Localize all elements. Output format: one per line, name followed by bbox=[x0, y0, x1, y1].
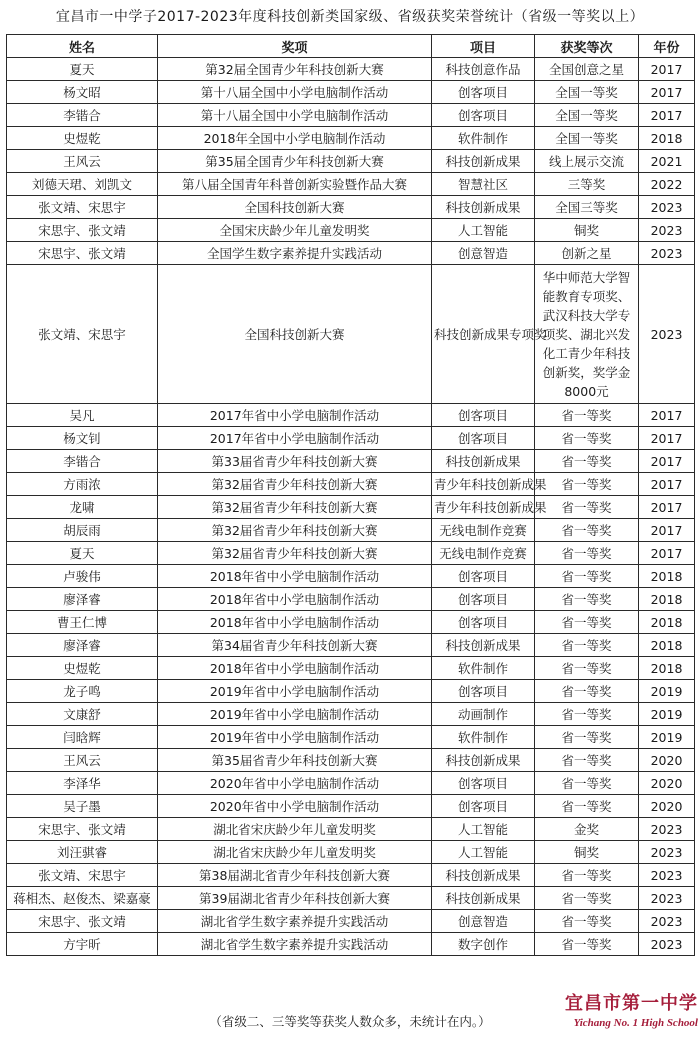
watermark-name-cn: 宜昌市第一中学 bbox=[565, 993, 698, 1014]
cell-award: 湖北省学生数字素养提升实践活动 bbox=[158, 933, 432, 956]
cell-grade: 全国三等奖 bbox=[535, 196, 639, 219]
cell-year: 2017 bbox=[639, 473, 695, 496]
table-row bbox=[7, 81, 695, 104]
cell-year: 2020 bbox=[639, 772, 695, 795]
cell-award: 2019年省中小学电脑制作活动 bbox=[158, 703, 432, 726]
cell-name: 卢骏伟 bbox=[7, 565, 158, 588]
cell-project: 创客项目 bbox=[432, 772, 535, 795]
cell-grade: 省一等奖 bbox=[535, 450, 639, 473]
cell-project: 创客项目 bbox=[432, 680, 535, 703]
cell-project: 人工智能 bbox=[432, 818, 535, 841]
cell-project: 创客项目 bbox=[432, 404, 535, 427]
cell-name: 龙啸 bbox=[7, 496, 158, 519]
cell-name: 张文靖、宋思宇 bbox=[7, 196, 158, 219]
cell-name: 龙子鸣 bbox=[7, 680, 158, 703]
header-award: 奖项 bbox=[158, 35, 432, 58]
cell-award: 第十八届全国中小学电脑制作活动 bbox=[158, 104, 432, 127]
cell-grade: 省一等奖 bbox=[535, 680, 639, 703]
cell-year: 2019 bbox=[639, 703, 695, 726]
cell-project: 科技创新成果 bbox=[432, 450, 535, 473]
table-row bbox=[7, 496, 695, 519]
cell-name: 宋思宇、张文靖 bbox=[7, 242, 158, 265]
cell-year: 2023 bbox=[639, 265, 695, 404]
table-row bbox=[7, 265, 695, 404]
cell-award: 2018年省中小学电脑制作活动 bbox=[158, 611, 432, 634]
cell-grade: 省一等奖 bbox=[535, 634, 639, 657]
cell-year: 2017 bbox=[639, 450, 695, 473]
cell-project: 人工智能 bbox=[432, 219, 535, 242]
table-row bbox=[7, 219, 695, 242]
cell-project: 科技创新成果 bbox=[432, 749, 535, 772]
cell-award: 第32届省青少年科技创新大赛 bbox=[158, 519, 432, 542]
cell-project: 科技创新成果 bbox=[432, 196, 535, 219]
cell-name: 胡辰雨 bbox=[7, 519, 158, 542]
cell-award: 第32届全国青少年科技创新大赛 bbox=[158, 58, 432, 81]
table-row bbox=[7, 104, 695, 127]
cell-project: 青少年科技创新成果 bbox=[432, 473, 535, 496]
cell-year: 2017 bbox=[639, 404, 695, 427]
cell-award: 全国科技创新大赛 bbox=[158, 265, 432, 404]
table-row bbox=[7, 565, 695, 588]
table-row bbox=[7, 749, 695, 772]
cell-award: 第32届省青少年科技创新大赛 bbox=[158, 542, 432, 565]
cell-name: 刘汪骐睿 bbox=[7, 841, 158, 864]
cell-award: 2019年省中小学电脑制作活动 bbox=[158, 726, 432, 749]
cell-project: 科技创新成果 bbox=[432, 634, 535, 657]
cell-project: 创客项目 bbox=[432, 588, 535, 611]
cell-name: 曹王仁博 bbox=[7, 611, 158, 634]
table-row bbox=[7, 818, 695, 841]
header-project: 项目 bbox=[432, 35, 535, 58]
page-title: 宜昌市一中学子2017-2023年度科技创新类国家级、省级获奖荣誉统计（省级一等奖以上） bbox=[55, 9, 645, 25]
table-row bbox=[7, 864, 695, 887]
cell-year: 2018 bbox=[639, 611, 695, 634]
table-row bbox=[7, 588, 695, 611]
cell-award: 第32届省青少年科技创新大赛 bbox=[158, 496, 432, 519]
cell-award: 2018年省中小学电脑制作活动 bbox=[158, 565, 432, 588]
cell-name: 王风云 bbox=[7, 150, 158, 173]
table-row bbox=[7, 173, 695, 196]
cell-award: 全国科技创新大赛 bbox=[158, 196, 432, 219]
table-row bbox=[7, 680, 695, 703]
cell-year: 2023 bbox=[639, 196, 695, 219]
cell-grade: 三等奖 bbox=[535, 173, 639, 196]
cell-project: 智慧社区 bbox=[432, 173, 535, 196]
cell-name: 史煜乾 bbox=[7, 127, 158, 150]
cell-grade: 省一等奖 bbox=[535, 749, 639, 772]
cell-grade: 金奖 bbox=[535, 818, 639, 841]
cell-name: 李锴合 bbox=[7, 450, 158, 473]
cell-project: 创意智造 bbox=[432, 242, 535, 265]
cell-year: 2017 bbox=[639, 427, 695, 450]
cell-year: 2018 bbox=[639, 565, 695, 588]
cell-project: 软件制作 bbox=[432, 657, 535, 680]
header-name: 姓名 bbox=[7, 35, 158, 58]
cell-year: 2017 bbox=[639, 496, 695, 519]
cell-name: 蒋相杰、赵俊杰、梁嘉豪 bbox=[7, 887, 158, 910]
cell-name: 夏天 bbox=[7, 58, 158, 81]
cell-award: 湖北省宋庆龄少年儿童发明奖 bbox=[158, 818, 432, 841]
cell-year: 2017 bbox=[639, 519, 695, 542]
cell-project: 创客项目 bbox=[432, 611, 535, 634]
table-row bbox=[7, 473, 695, 496]
cell-name: 方宇昕 bbox=[7, 933, 158, 956]
cell-award: 2019年省中小学电脑制作活动 bbox=[158, 680, 432, 703]
cell-project: 创客项目 bbox=[432, 427, 535, 450]
cell-year: 2022 bbox=[639, 173, 695, 196]
cell-grade: 全国一等奖 bbox=[535, 81, 639, 104]
table-row bbox=[7, 404, 695, 427]
header-year: 年份 bbox=[639, 35, 695, 58]
table-row bbox=[7, 150, 695, 173]
table-row bbox=[7, 634, 695, 657]
cell-name: 夏天 bbox=[7, 542, 158, 565]
cell-grade: 线上展示交流 bbox=[535, 150, 639, 173]
cell-grade: 省一等奖 bbox=[535, 404, 639, 427]
cell-project: 无线电制作竞赛 bbox=[432, 519, 535, 542]
cell-grade: 全国一等奖 bbox=[535, 104, 639, 127]
cell-grade: 省一等奖 bbox=[535, 703, 639, 726]
cell-award: 第35届全国青少年科技创新大赛 bbox=[158, 150, 432, 173]
table-row bbox=[7, 427, 695, 450]
cell-award: 第32届省青少年科技创新大赛 bbox=[158, 473, 432, 496]
cell-award: 全国学生数字素养提升实践活动 bbox=[158, 242, 432, 265]
watermark-name-en: Yichang No. 1 High School bbox=[573, 1017, 698, 1029]
cell-award: 湖北省宋庆龄少年儿童发明奖 bbox=[158, 841, 432, 864]
cell-award: 第十八届全国中小学电脑制作活动 bbox=[158, 81, 432, 104]
table-body bbox=[7, 58, 695, 956]
cell-year: 2020 bbox=[639, 749, 695, 772]
cell-name: 吴凡 bbox=[7, 404, 158, 427]
cell-award: 2017年省中小学电脑制作活动 bbox=[158, 404, 432, 427]
cell-name: 李泽华 bbox=[7, 772, 158, 795]
cell-year: 2017 bbox=[639, 58, 695, 81]
cell-grade: 创新之星 bbox=[535, 242, 639, 265]
cell-grade: 省一等奖 bbox=[535, 611, 639, 634]
cell-project: 青少年科技创新成果 bbox=[432, 496, 535, 519]
cell-award: 第39届湖北省青少年科技创新大赛 bbox=[158, 887, 432, 910]
cell-project: 创客项目 bbox=[432, 565, 535, 588]
cell-name: 吴子墨 bbox=[7, 795, 158, 818]
cell-year: 2019 bbox=[639, 680, 695, 703]
cell-grade: 省一等奖 bbox=[535, 519, 639, 542]
cell-name: 宋思宇、张文靖 bbox=[7, 219, 158, 242]
table-row bbox=[7, 657, 695, 680]
cell-name: 宋思宇、张文靖 bbox=[7, 910, 158, 933]
table-row bbox=[7, 196, 695, 219]
cell-year: 2017 bbox=[639, 104, 695, 127]
cell-name: 闫晗辉 bbox=[7, 726, 158, 749]
cell-year: 2023 bbox=[639, 910, 695, 933]
cell-year: 2019 bbox=[639, 726, 695, 749]
table-row bbox=[7, 542, 695, 565]
table-row bbox=[7, 58, 695, 81]
cell-award: 2020年省中小学电脑制作活动 bbox=[158, 772, 432, 795]
cell-award: 第35届省青少年科技创新大赛 bbox=[158, 749, 432, 772]
cell-award: 第38届湖北省青少年科技创新大赛 bbox=[158, 864, 432, 887]
cell-grade: 全国一等奖 bbox=[535, 127, 639, 150]
cell-grade: 省一等奖 bbox=[535, 657, 639, 680]
cell-year: 2023 bbox=[639, 242, 695, 265]
header-grade: 获奖等次 bbox=[535, 35, 639, 58]
cell-year: 2017 bbox=[639, 542, 695, 565]
cell-year: 2023 bbox=[639, 818, 695, 841]
cell-year: 2021 bbox=[639, 150, 695, 173]
cell-project: 科技创新成果 bbox=[432, 887, 535, 910]
cell-name: 宋思宇、张文靖 bbox=[7, 818, 158, 841]
table-row bbox=[7, 772, 695, 795]
cell-grade: 省一等奖 bbox=[535, 795, 639, 818]
cell-grade: 全国创意之星 bbox=[535, 58, 639, 81]
cell-award: 2018年省中小学电脑制作活动 bbox=[158, 588, 432, 611]
cell-grade: 省一等奖 bbox=[535, 772, 639, 795]
cell-grade: 省一等奖 bbox=[535, 542, 639, 565]
cell-award: 2018年全国中小学电脑制作活动 bbox=[158, 127, 432, 150]
cell-project: 科技创新成果 bbox=[432, 150, 535, 173]
table-row bbox=[7, 519, 695, 542]
cell-year: 2023 bbox=[639, 219, 695, 242]
cell-name: 史煜乾 bbox=[7, 657, 158, 680]
cell-grade: 省一等奖 bbox=[535, 910, 639, 933]
table-row bbox=[7, 795, 695, 818]
cell-grade: 省一等奖 bbox=[535, 473, 639, 496]
cell-project: 创客项目 bbox=[432, 795, 535, 818]
cell-year: 2018 bbox=[639, 588, 695, 611]
footnote: （省级二、三等奖等获奖人数众多，未统计在内。） bbox=[209, 1014, 491, 1029]
cell-project: 科技创新成果专项奖 bbox=[432, 265, 535, 404]
cell-grade: 省一等奖 bbox=[535, 496, 639, 519]
cell-project: 软件制作 bbox=[432, 127, 535, 150]
cell-year: 2023 bbox=[639, 864, 695, 887]
cell-project: 动画制作 bbox=[432, 703, 535, 726]
cell-award: 湖北省学生数字素养提升实践活动 bbox=[158, 910, 432, 933]
table-row bbox=[7, 611, 695, 634]
cell-name: 刘德天珺、刘凯文 bbox=[7, 173, 158, 196]
cell-award: 2017年省中小学电脑制作活动 bbox=[158, 427, 432, 450]
table-row bbox=[7, 887, 695, 910]
cell-grade: 省一等奖 bbox=[535, 726, 639, 749]
table-row bbox=[7, 703, 695, 726]
cell-name: 杨文钊 bbox=[7, 427, 158, 450]
cell-name: 李锴合 bbox=[7, 104, 158, 127]
cell-award: 第34届省青少年科技创新大赛 bbox=[158, 634, 432, 657]
cell-project: 创客项目 bbox=[432, 104, 535, 127]
cell-award: 第33届省青少年科技创新大赛 bbox=[158, 450, 432, 473]
cell-project: 软件制作 bbox=[432, 726, 535, 749]
cell-grade: 省一等奖 bbox=[535, 933, 639, 956]
cell-grade: 省一等奖 bbox=[535, 864, 639, 887]
cell-name: 廖泽睿 bbox=[7, 588, 158, 611]
cell-project: 科技创新成果 bbox=[432, 864, 535, 887]
cell-name: 方雨浓 bbox=[7, 473, 158, 496]
table-row bbox=[7, 127, 695, 150]
cell-year: 2017 bbox=[639, 81, 695, 104]
cell-name: 廖泽睿 bbox=[7, 634, 158, 657]
cell-project: 人工智能 bbox=[432, 841, 535, 864]
cell-year: 2020 bbox=[639, 795, 695, 818]
cell-year: 2018 bbox=[639, 127, 695, 150]
cell-year: 2018 bbox=[639, 634, 695, 657]
cell-project: 数字创作 bbox=[432, 933, 535, 956]
cell-grade: 铜奖 bbox=[535, 841, 639, 864]
cell-project: 创客项目 bbox=[432, 81, 535, 104]
table-row bbox=[7, 726, 695, 749]
table-row bbox=[7, 841, 695, 864]
cell-name: 杨文昭 bbox=[7, 81, 158, 104]
cell-year: 2018 bbox=[639, 657, 695, 680]
cell-grade: 省一等奖 bbox=[535, 887, 639, 910]
cell-award: 第八届全国青年科普创新实验暨作品大赛 bbox=[158, 173, 432, 196]
cell-grade: 华中师范大学智能教育专项奖、武汉科技大学专项奖、湖北兴发化工青少年科技创新奖，奖学金8000元 bbox=[535, 265, 639, 404]
table-header-row bbox=[7, 35, 695, 58]
cell-award: 2018年省中小学电脑制作活动 bbox=[158, 657, 432, 680]
cell-project: 创意智造 bbox=[432, 910, 535, 933]
cell-year: 2023 bbox=[639, 933, 695, 956]
cell-project: 科技创意作品 bbox=[432, 58, 535, 81]
cell-year: 2023 bbox=[639, 841, 695, 864]
cell-grade: 省一等奖 bbox=[535, 588, 639, 611]
cell-name: 张文靖、宋思宇 bbox=[7, 864, 158, 887]
cell-grade: 省一等奖 bbox=[535, 565, 639, 588]
table-row bbox=[7, 910, 695, 933]
table-row bbox=[7, 933, 695, 956]
cell-grade: 省一等奖 bbox=[535, 427, 639, 450]
cell-name: 王风云 bbox=[7, 749, 158, 772]
cell-project: 无线电制作竞赛 bbox=[432, 542, 535, 565]
cell-name: 文康舒 bbox=[7, 703, 158, 726]
cell-grade: 铜奖 bbox=[535, 219, 639, 242]
table-row bbox=[7, 450, 695, 473]
cell-award: 全国宋庆龄少年儿童发明奖 bbox=[158, 219, 432, 242]
table-row bbox=[7, 242, 695, 265]
cell-year: 2023 bbox=[639, 887, 695, 910]
awards-table bbox=[6, 34, 695, 956]
cell-award: 2020年省中小学电脑制作活动 bbox=[158, 795, 432, 818]
cell-name: 张文靖、宋思宇 bbox=[7, 265, 158, 404]
